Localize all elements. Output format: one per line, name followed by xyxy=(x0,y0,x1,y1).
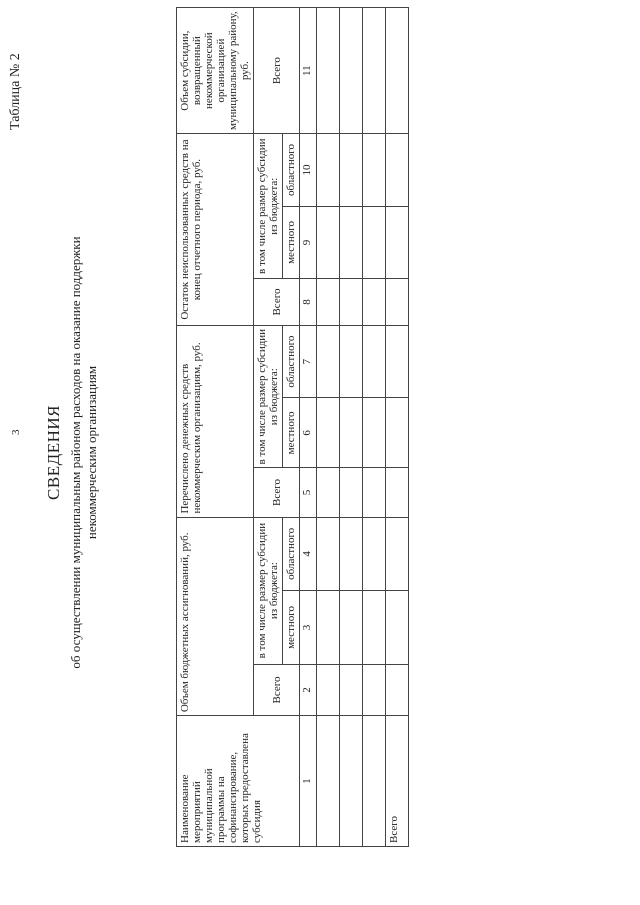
table-cell xyxy=(317,8,340,134)
table-cell xyxy=(317,468,340,517)
header-subsidy-returned: Объем субсидии, возвращенный некоммерческой организацией муниципальному району, руб. xyxy=(177,8,254,134)
document-title: СВЕДЕНИЯ xyxy=(44,405,63,500)
col-number-1: 1 xyxy=(300,716,317,847)
table-cell xyxy=(363,716,386,847)
col-number-5: 5 xyxy=(300,468,317,517)
header-row-1 xyxy=(177,8,254,847)
column-number-row xyxy=(300,8,317,847)
total-row xyxy=(386,8,409,847)
table-cell xyxy=(317,279,340,326)
table-cell xyxy=(340,206,363,278)
table-cell xyxy=(317,591,340,665)
header-transferred-local: местного xyxy=(283,398,300,468)
table-cell xyxy=(386,591,409,665)
header-transferred-total: Всего xyxy=(254,468,300,517)
table-cell xyxy=(340,716,363,847)
page-number: 3 xyxy=(10,429,22,435)
table-cell xyxy=(317,517,340,591)
table-row xyxy=(363,8,386,847)
table-cell xyxy=(340,517,363,591)
table-cell xyxy=(340,664,363,715)
table-cell xyxy=(363,279,386,326)
table-cell xyxy=(340,134,363,206)
table-cell xyxy=(317,134,340,206)
header-transferred-regional: областного xyxy=(283,325,300,397)
col-number-8: 8 xyxy=(300,279,317,326)
table-cell xyxy=(386,325,409,397)
table-row xyxy=(340,8,363,847)
header-funds-transferred: Перечислено денежных средств некоммерческим организациям, руб. xyxy=(177,325,254,517)
table-cell xyxy=(340,325,363,397)
header-budget-local: местного xyxy=(283,591,300,665)
table-cell xyxy=(363,325,386,397)
subtitle-line-1: об осуществлении муниципальным районом расходов на оказание поддержки xyxy=(68,236,83,669)
table-cell xyxy=(317,206,340,278)
header-budget-allocations: Объем бюджетных ассигнований, руб. xyxy=(177,517,254,716)
table-cell xyxy=(386,8,409,134)
col-number-4: 4 xyxy=(300,517,317,591)
report-table xyxy=(176,7,409,847)
table-cell xyxy=(340,279,363,326)
col-number-7: 7 xyxy=(300,325,317,397)
subtitle-line-2: некоммерческим организациям xyxy=(84,365,99,540)
table-row xyxy=(317,8,340,847)
table-cell xyxy=(340,591,363,665)
col-number-11: 11 xyxy=(300,8,317,134)
table-cell xyxy=(386,134,409,206)
col-number-3: 3 xyxy=(300,591,317,665)
header-budget-total: Всего xyxy=(254,664,300,715)
header-activity-name: Наименование мероприятий муниципальной программы на софинансирование, которых предоставлена субсидия xyxy=(177,716,300,847)
table-cell xyxy=(363,591,386,665)
table-cell xyxy=(363,517,386,591)
col-number-9: 9 xyxy=(300,206,317,278)
table-cell xyxy=(386,398,409,468)
table-cell xyxy=(317,716,340,847)
header-remainder-local: местного xyxy=(283,206,300,278)
table-cell xyxy=(363,468,386,517)
header-budget-incl: в том числе размер субсидии из бюджета: xyxy=(254,517,283,664)
table-cell xyxy=(386,206,409,278)
table-cell xyxy=(363,206,386,278)
header-remainder-incl: в том числе размер субсидии из бюджета: xyxy=(254,134,283,279)
col-number-10: 10 xyxy=(300,134,317,206)
table-cell xyxy=(363,398,386,468)
table-cell xyxy=(317,325,340,397)
table-cell xyxy=(386,468,409,517)
table-number: Таблица № 2 xyxy=(8,53,23,130)
header-returned-total: Всего xyxy=(254,8,300,134)
table-cell xyxy=(340,8,363,134)
table-cell xyxy=(386,517,409,591)
table-cell xyxy=(317,398,340,468)
header-budget-regional: областного xyxy=(283,517,300,591)
header-transferred-incl: в том числе размер субсидии из бюджета: xyxy=(254,325,283,468)
table-cell xyxy=(386,664,409,715)
header-remainder-regional: областного xyxy=(283,134,300,206)
header-remainder-total: Всего xyxy=(254,279,300,326)
table-cell xyxy=(386,279,409,326)
table-cell xyxy=(340,398,363,468)
total-row-label: Всего xyxy=(386,716,409,847)
table-cell xyxy=(363,134,386,206)
table-cell xyxy=(363,664,386,715)
table-cell xyxy=(340,468,363,517)
col-number-2: 2 xyxy=(300,664,317,715)
table-cell xyxy=(363,8,386,134)
document-subtitle xyxy=(68,0,100,905)
table-cell xyxy=(317,664,340,715)
col-number-6: 6 xyxy=(300,398,317,468)
header-unused-remainder: Остаток неиспользованных средств на конец отчетного периода, руб. xyxy=(177,134,254,326)
